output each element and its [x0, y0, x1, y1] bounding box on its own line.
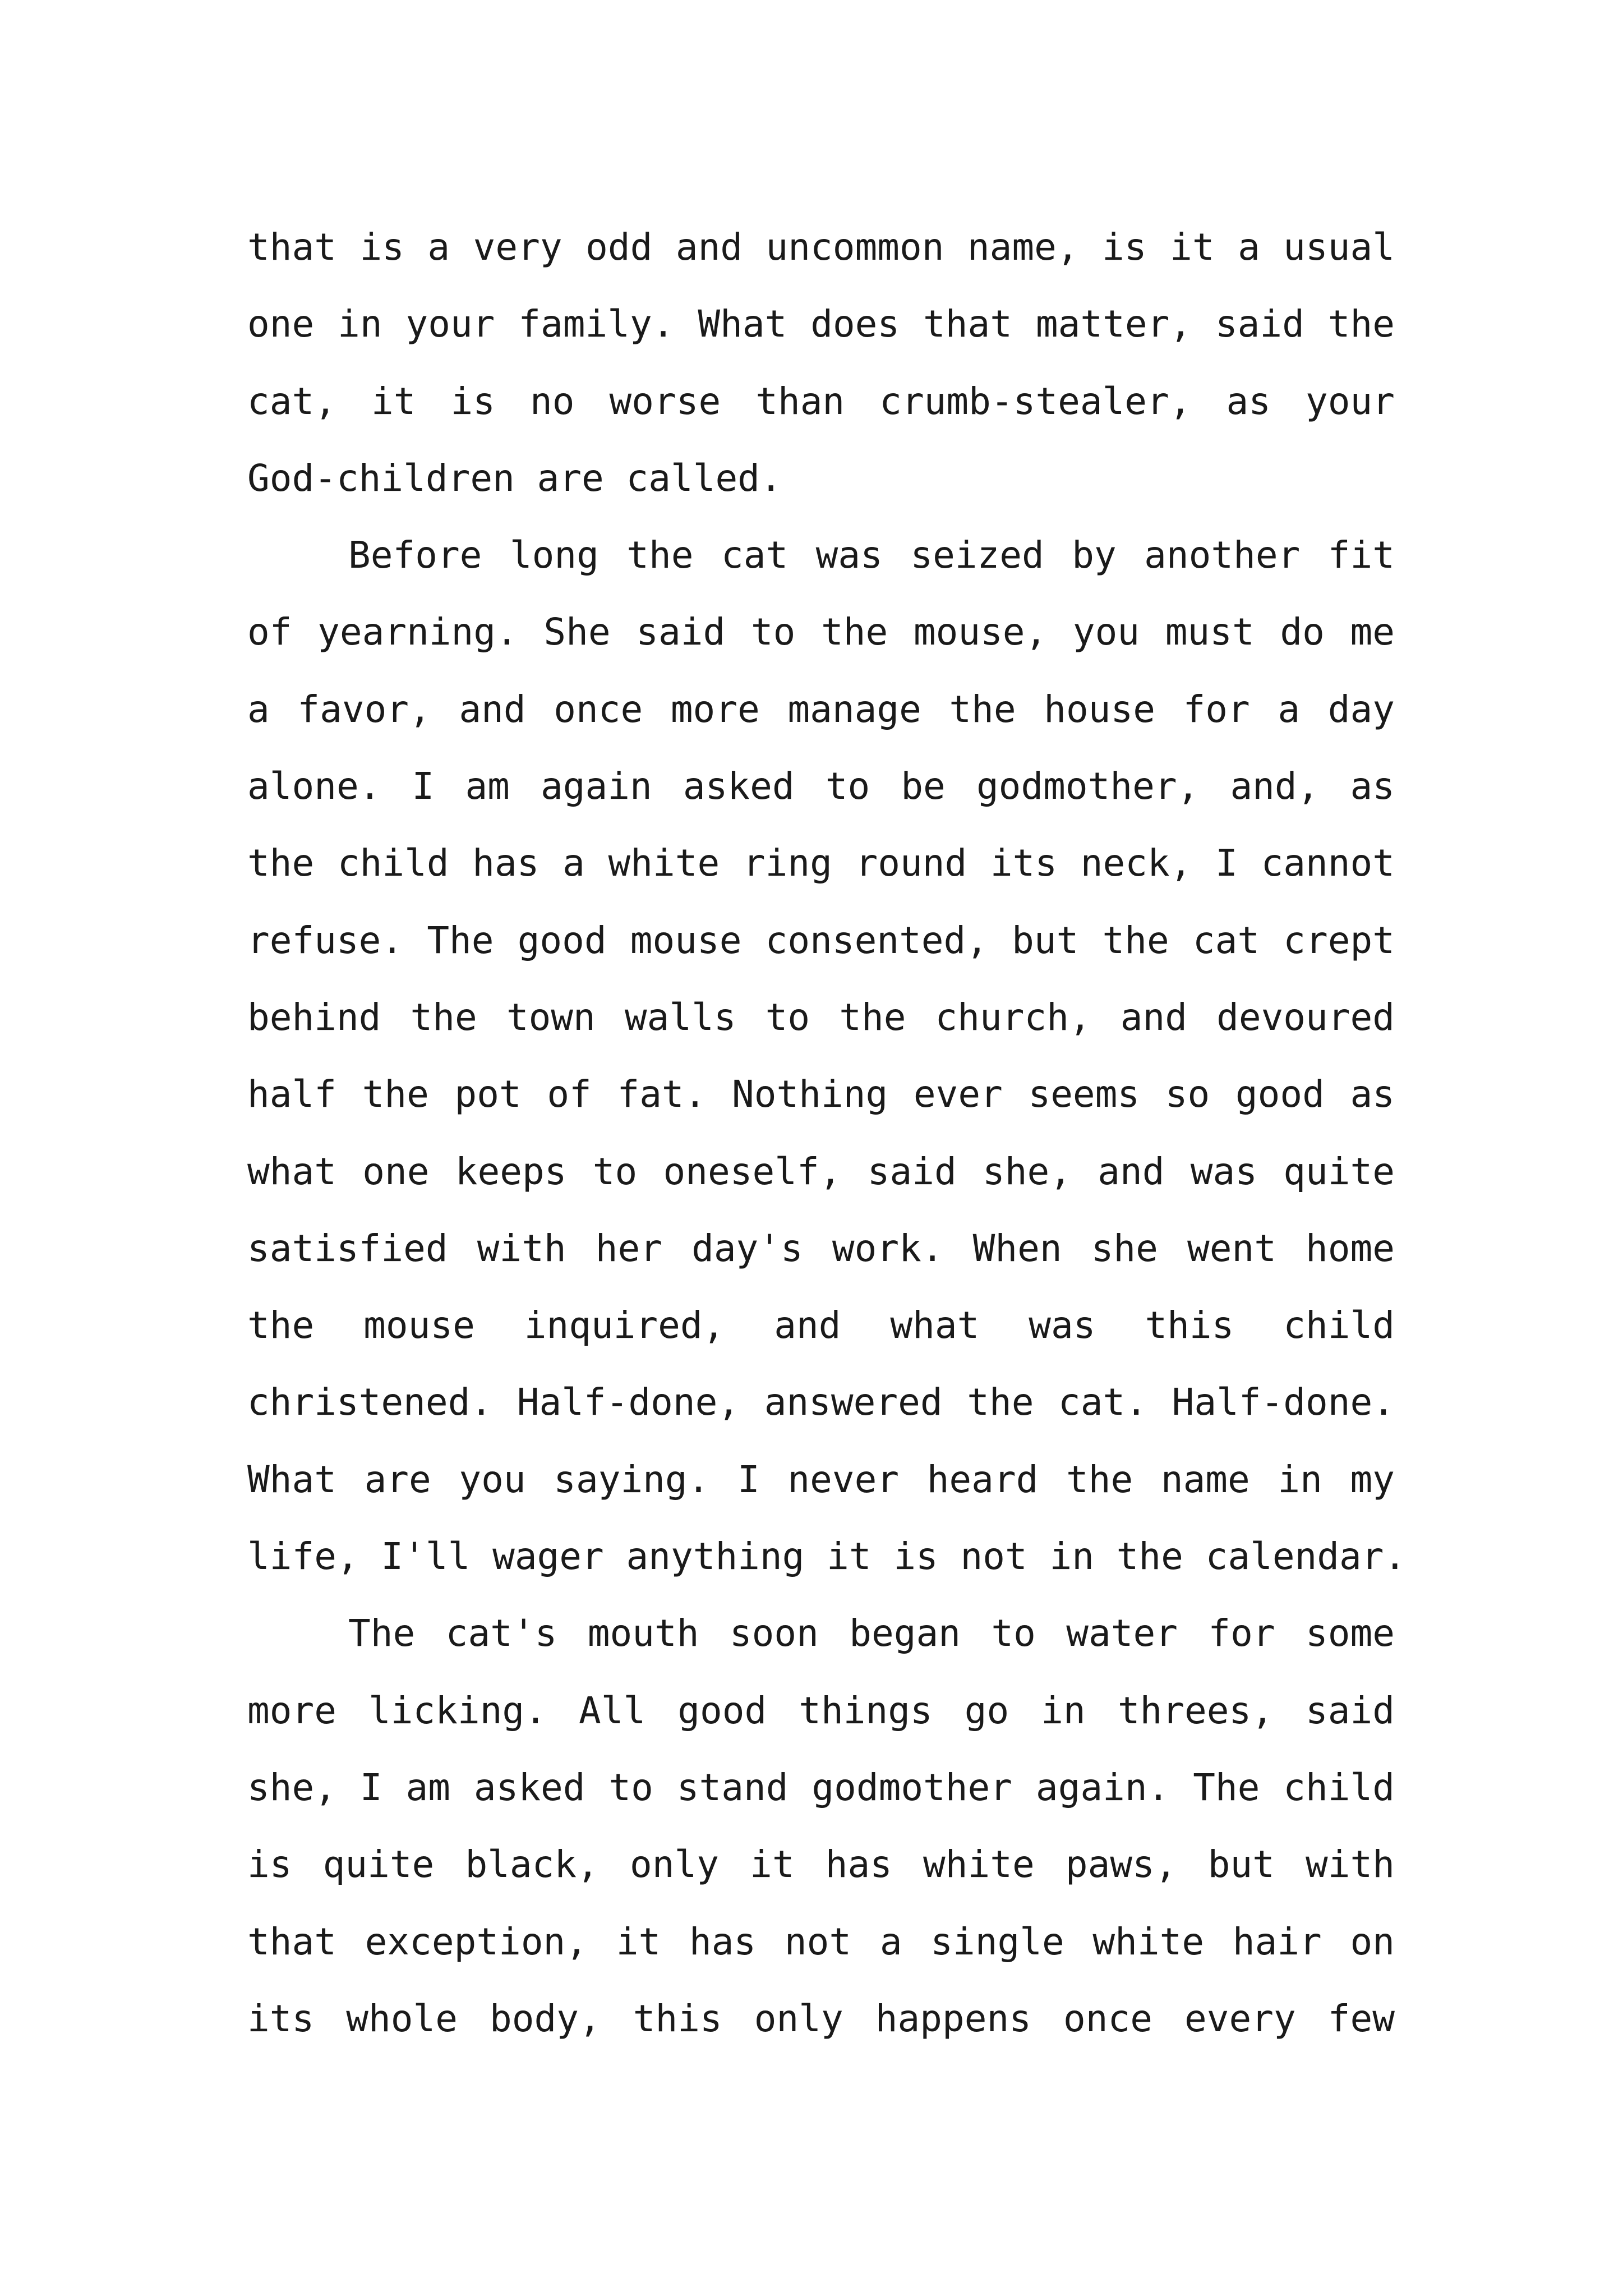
- text-line: is quite black, only it has white paws, but with: [247, 1843, 1395, 1887]
- text-line: satisfied with her day's work. When she went home: [247, 1226, 1395, 1270]
- paragraph-first-line: The cat's mouth soon began to water for some: [348, 1612, 1395, 1655]
- body-text: [247, 209, 1407, 2057]
- text-line: alone. I am again asked to be godmother, and, as: [247, 765, 1395, 808]
- text-line: refuse. The good mouse consented, but the cat crept: [247, 918, 1395, 962]
- text-line: life, I'll wager anything it is not in the calendar.: [247, 1535, 1407, 1579]
- text-line: one in your family. What does that matter, said the: [247, 302, 1395, 346]
- text-line: half the pot of fat. Nothing ever seems so good as: [247, 1073, 1395, 1116]
- text-line: behind the town walls to the church, and devoured: [247, 995, 1395, 1039]
- text-line: christened. Half-done, answered the cat. Half-done.: [247, 1381, 1395, 1424]
- text-line: what one keeps to oneself, said she, and was quite: [247, 1149, 1395, 1193]
- text-line: its whole body, this only happens once every few: [247, 1996, 1395, 2040]
- paragraph-first-line: Before long the cat was seized by another fit: [348, 533, 1395, 577]
- text-line: she, I am asked to stand godmother again. The child: [247, 1765, 1395, 1809]
- text-line: of yearning. She said to the mouse, you must do me: [247, 610, 1395, 654]
- text-line: What are you saying. I never heard the name in my: [247, 1457, 1395, 1501]
- text-line: the mouse inquired, and what was this child: [247, 1304, 1395, 1347]
- text-line: that exception, it has not a single white hair on: [247, 1920, 1395, 1963]
- text-line: that is a very odd and uncommon name, is it a usual: [247, 226, 1395, 269]
- text-line: God-children are called.: [247, 456, 782, 500]
- text-line: cat, it is no worse than crumb-stealer, as your: [247, 379, 1395, 423]
- text-line: more licking. All good things go in threes, said: [247, 1688, 1395, 1732]
- text-line: the child has a white ring round its neck, I cannot: [247, 841, 1395, 885]
- text-line: a favor, and once more manage the house for a day: [247, 687, 1395, 731]
